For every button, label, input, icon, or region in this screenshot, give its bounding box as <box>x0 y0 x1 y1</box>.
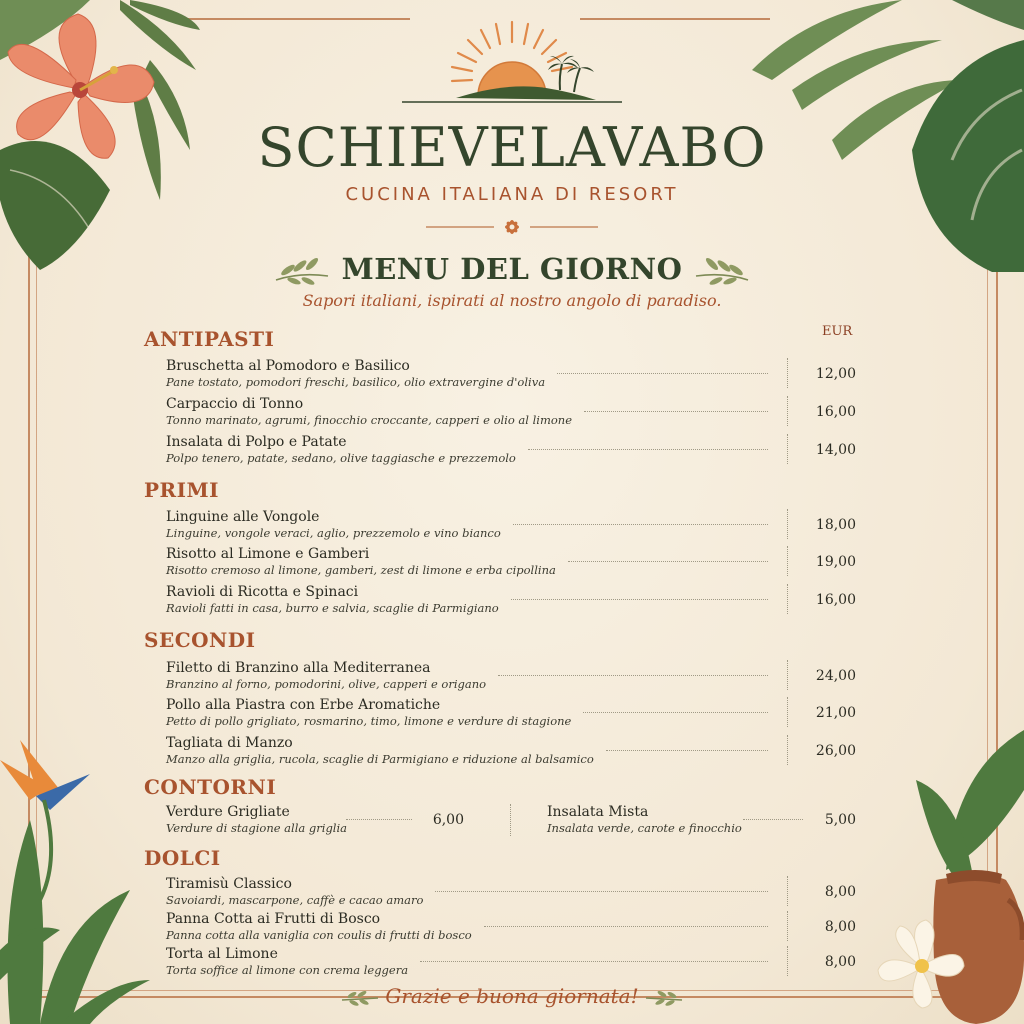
item-description: Petto di pollo grigliato, rosmarino, timo, limone e verdure di stagione <box>166 714 572 728</box>
leader-dots <box>346 818 412 820</box>
section-title-secondi: SECONDI <box>144 628 256 652</box>
leader-dots <box>584 410 768 412</box>
leader-dots <box>484 925 768 927</box>
menu-item <box>166 697 856 733</box>
price-separator <box>787 509 788 539</box>
leader-dots <box>606 749 768 751</box>
top-rule-left <box>170 18 410 20</box>
item-description: Pane tostato, pomodori freschi, basilico, olio extravergine d'oliva <box>166 375 546 389</box>
price-separator <box>787 697 788 727</box>
item-price: 14,00 <box>815 442 856 458</box>
section-title-antipasti: ANTIPASTI <box>144 327 275 351</box>
menu-item <box>166 876 856 912</box>
item-name: Tiramisù Classico <box>166 876 292 892</box>
item-description: Polpo tenero, patate, sedano, olive taggiasche e prezzemolo <box>166 451 516 465</box>
menu-item <box>166 735 856 771</box>
menu-item <box>166 911 856 947</box>
item-description: Manzo alla griglia, rucola, scaglie di Parmigiano e riduzione al balsamico <box>166 752 594 766</box>
item-description: Insalata verde, carote e finocchio <box>547 821 742 835</box>
brand-tagline: CUCINA ITALIANA DI RESORT <box>345 184 679 205</box>
item-name: Filetto di Branzino alla Mediterranea <box>166 660 431 676</box>
item-price: 16,00 <box>815 404 856 420</box>
item-price: 6,00 <box>432 812 464 828</box>
item-description: Savoiardi, mascarpone, caffè e cacao amaro <box>166 893 424 907</box>
footer-thanks: Grazie e buona giornata! <box>385 984 639 1008</box>
item-price: 26,00 <box>815 743 856 759</box>
menu-item <box>166 358 856 394</box>
menu-item <box>166 546 856 582</box>
item-name: Risotto al Limone e Gamberi <box>166 546 370 562</box>
column-separator <box>510 804 511 836</box>
item-description: Branzino al forno, pomodorini, olive, capperi e origano <box>166 677 487 691</box>
leader-dots <box>511 598 768 600</box>
leader-dots <box>435 890 768 892</box>
menu-item <box>166 509 856 545</box>
item-name: Carpaccio di Tonno <box>166 396 304 412</box>
price-separator <box>787 946 788 976</box>
item-description: Tonno marinato, agrumi, finocchio croccante, capperi e olio al limone <box>166 413 573 427</box>
leader-dots <box>420 960 768 962</box>
leader-dots <box>568 560 768 562</box>
frangipani-flower-icon <box>876 914 966 1010</box>
price-separator <box>787 434 788 464</box>
item-price: 24,00 <box>815 668 856 684</box>
item-description: Ravioli fatti in casa, burro e salvia, scaglie di Parmigiano <box>166 601 499 615</box>
menu-item <box>166 396 856 432</box>
item-price: 8,00 <box>824 884 856 900</box>
price-separator <box>787 396 788 426</box>
menu-item <box>166 584 856 620</box>
monstera-leaf-icon <box>752 0 1024 272</box>
item-name: Panna Cotta ai Frutti di Bosco <box>166 911 381 927</box>
section-title-primi: PRIMI <box>144 478 220 502</box>
bird-of-paradise-icon <box>0 700 150 1024</box>
leader-dots <box>528 448 768 450</box>
menu-item <box>166 660 856 696</box>
price-separator <box>787 876 788 906</box>
leader-dots <box>557 372 768 374</box>
brand-name: SCHIEVELAVABO <box>257 116 767 179</box>
leader-dots <box>498 674 768 676</box>
section-title-contorni: CONTORNI <box>144 775 277 799</box>
item-name: Verdure Grigliate <box>166 804 290 820</box>
item-price: 8,00 <box>824 954 856 970</box>
hibiscus-flower-icon <box>0 6 160 166</box>
sunset-palm-logo <box>396 18 628 110</box>
currency-label: EUR <box>822 324 853 339</box>
item-price: 12,00 <box>815 366 856 382</box>
price-separator <box>787 584 788 614</box>
item-name: Torta al Limone <box>166 946 278 962</box>
leader-dots <box>513 523 768 525</box>
price-separator <box>787 358 788 388</box>
item-description: Risotto cremoso al limone, gamberi, zest di limone e erba cipollina <box>166 563 556 577</box>
menu-subtitle: Sapori italiani, ispirati al nostro angolo di paradiso. <box>302 291 722 310</box>
price-separator <box>787 660 788 690</box>
item-name: Pollo alla Piastra con Erbe Aromatiche <box>166 697 441 713</box>
price-separator <box>787 911 788 941</box>
laurel-sprig-icon <box>644 988 684 1008</box>
item-name: Tagliata di Manzo <box>166 735 293 751</box>
menu-item <box>166 946 856 982</box>
item-name: Linguine alle Vongole <box>166 509 320 525</box>
flower-divider-icon <box>424 216 600 238</box>
menu-item <box>166 804 464 840</box>
menu-item <box>547 804 856 840</box>
price-separator <box>787 546 788 576</box>
menu-item <box>166 434 856 470</box>
item-price: 19,00 <box>815 554 856 570</box>
item-name: Insalata di Polpo e Patate <box>166 434 347 450</box>
item-price: 21,00 <box>815 705 856 721</box>
item-price: 8,00 <box>824 919 856 935</box>
leader-dots <box>583 711 768 713</box>
item-price: 5,00 <box>824 812 856 828</box>
price-separator <box>787 735 788 765</box>
section-title-dolci: DOLCI <box>144 846 221 870</box>
item-name: Insalata Mista <box>547 804 649 820</box>
item-name: Bruschetta al Pomodoro e Basilico <box>166 358 410 374</box>
item-name: Ravioli di Ricotta e Spinaci <box>166 584 359 600</box>
item-price: 16,00 <box>815 592 856 608</box>
item-description: Torta soffice al limone con crema leggera <box>166 963 409 977</box>
item-description: Panna cotta alla vaniglia con coulis di frutti di bosco <box>166 928 472 942</box>
item-price: 18,00 <box>815 517 856 533</box>
item-description: Linguine, vongole veraci, aglio, prezzemolo e vino bianco <box>166 526 501 540</box>
menu-title: MENU DEL GIORNO <box>341 252 683 286</box>
item-description: Verdure di stagione alla griglia <box>166 821 348 835</box>
leader-dots <box>743 818 803 820</box>
laurel-sprig-icon <box>694 250 752 286</box>
